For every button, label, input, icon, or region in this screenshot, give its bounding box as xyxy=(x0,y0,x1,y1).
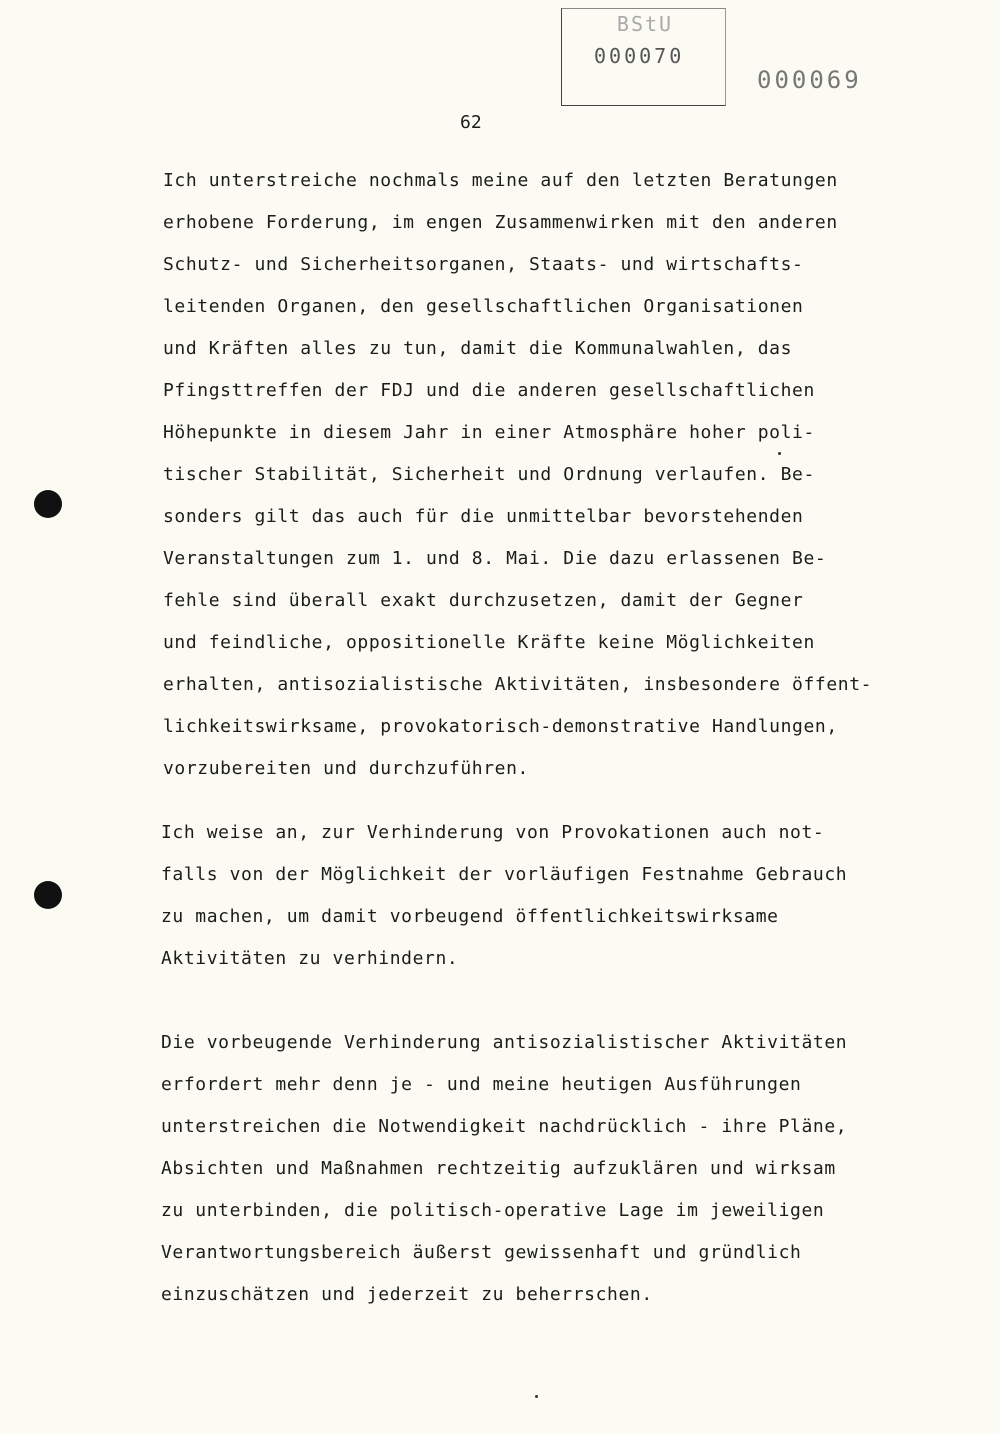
punch-hole xyxy=(34,490,62,518)
text-line: Aktivitäten zu verhindern. xyxy=(161,948,459,969)
text-line: zu machen, um damit vorbeugend öffentlichkeitswirksame xyxy=(161,906,779,927)
text-line: Absichten und Maßnahmen rechtzeitig aufzuklären und wirksam xyxy=(161,1158,836,1179)
text-line: vorzubereiten und durchzuführen. xyxy=(163,758,529,779)
text-line: leitenden Organen, den gesellschaftlichen Organisationen xyxy=(163,296,804,317)
text-line: und Kräften alles zu tun, damit die Kommunalwahlen, das xyxy=(163,338,793,359)
text-line: erhobene Forderung, im engen Zusammenwirken mit den anderen xyxy=(163,212,838,233)
text-line: Die vorbeugende Verhinderung antisozialistischer Aktivitäten xyxy=(161,1032,848,1053)
page-number: 62 xyxy=(460,112,482,133)
stamp-organization: BStU xyxy=(616,12,674,36)
text-line: unterstreichen die Notwendigkeit nachdrücklich - ihre Pläne, xyxy=(161,1116,848,1137)
text-line: Ich unterstreiche nochmals meine auf den letzten Beratungen xyxy=(163,170,838,191)
archive-page-number: 000069 xyxy=(757,66,862,94)
text-line: Höhepunkte in diesem Jahr in einer Atmosphäre hoher poli- xyxy=(163,422,815,443)
text-line: lichkeitswirksame, provokatorisch-demonstrative Handlungen, xyxy=(163,716,838,737)
text-line: Pfingsttreffen der FDJ und die anderen gesellschaftlichen xyxy=(163,380,815,401)
stamp-number: 000070 xyxy=(594,44,685,68)
paragraph-1 xyxy=(163,160,872,790)
scan-speck xyxy=(535,1395,538,1398)
text-line: falls von der Möglichkeit der vorläufigen Festnahme Gebrauch xyxy=(161,864,848,885)
text-line: fehle sind überall exakt durchzusetzen, damit der Gegner xyxy=(163,590,804,611)
text-line: und feindliche, oppositionelle Kräfte keine Möglichkeiten xyxy=(163,632,815,653)
text-line: zu unterbinden, die politisch-operative Lage im jeweiligen xyxy=(161,1200,825,1221)
text-line: sonders gilt das auch für die unmittelbar bevorstehenden xyxy=(163,506,804,527)
text-line: Ich weise an, zur Verhinderung von Provokationen auch not- xyxy=(161,822,825,843)
punch-hole xyxy=(34,881,62,909)
scan-speck xyxy=(778,452,781,455)
text-line: Verantwortungsbereich äußerst gewissenhaft und gründlich xyxy=(161,1242,802,1263)
paragraph-3 xyxy=(161,1022,847,1316)
paragraph-2 xyxy=(161,812,847,980)
text-line: Veranstaltungen zum 1. und 8. Mai. Die dazu erlassenen Be- xyxy=(163,548,827,569)
text-line: Schutz- und Sicherheitsorganen, Staats- und wirtschafts- xyxy=(163,254,804,275)
text-line: erhalten, antisozialistische Aktivitäten, insbesondere öffent- xyxy=(163,674,873,695)
text-line: erfordert mehr denn je - und meine heutigen Ausführungen xyxy=(161,1074,802,1095)
text-line: einzuschätzen und jederzeit zu beherrschen. xyxy=(161,1284,653,1305)
text-line: tischer Stabilität, Sicherheit und Ordnung verlaufen. Be- xyxy=(163,464,815,485)
